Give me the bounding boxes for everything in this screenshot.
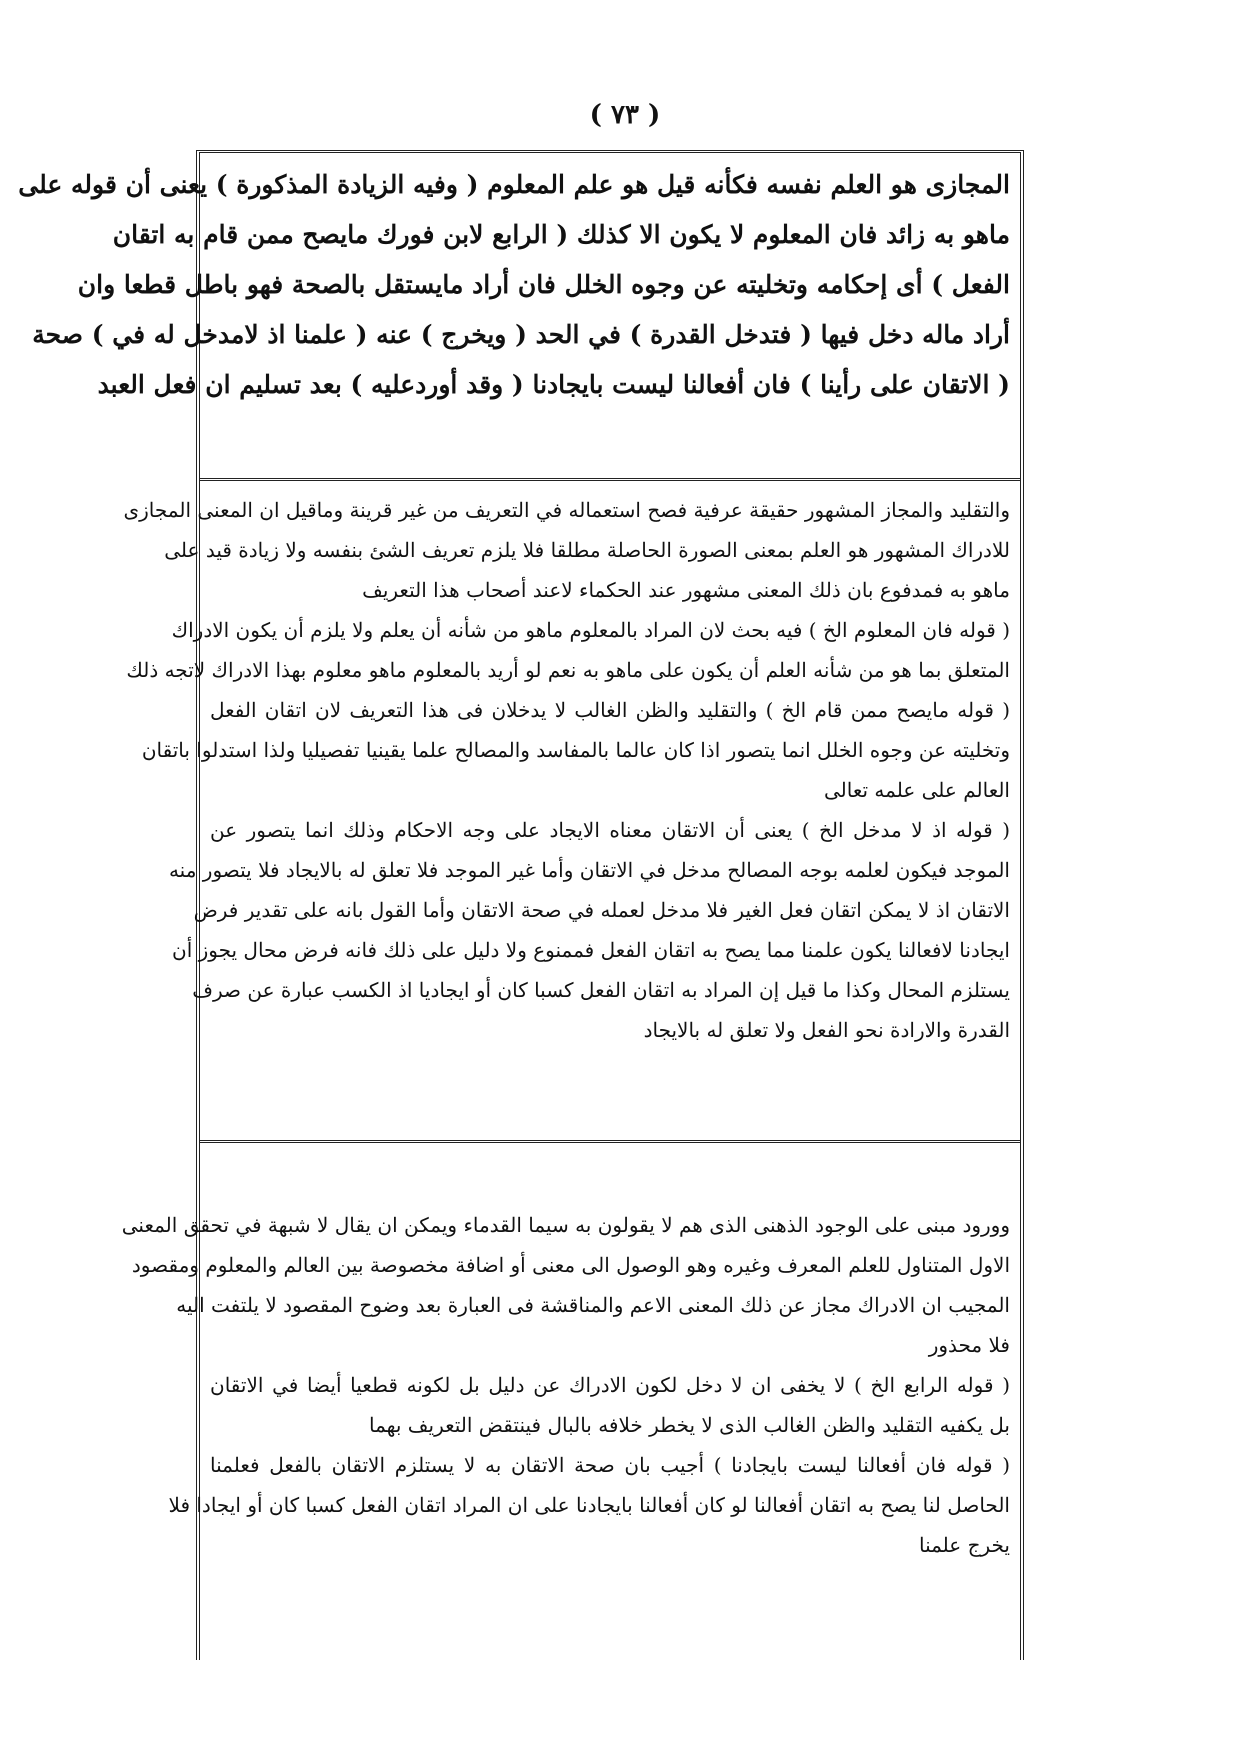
sharh-line: ايجادنا لافعالنا يكون علمنا مما يصح به اتقان الفعل فممنوع ولا دليل على ذلك فانه فرض محال يجوز أن <box>172 938 1010 962</box>
matn-line: ماهو به زائد فان المعلوم لا يكون الا كذلك ( الرابع لابن فورك مايصح ممن قام به اتقان <box>112 220 1010 249</box>
matn-line: ( الاتقان على رأينا ) فان أفعالنا ليست بايجادنا ( وقد أوردعليه ) بعد تسليم ان فعل العبد <box>97 370 1010 399</box>
sharh-line: الموجد فيكون لعلمه بوجه المصالح مدخل في الاتقان وأما غير الموجد فلا تعلق له بالايجاد فلا يتصور منه <box>168 858 1010 882</box>
sharh-line: يستلزم المحال وكذا ما قيل إن المراد به اتقان الفعل كسبا كان أو ايجاديا اذ الكسب عبارة عن صرف <box>192 978 1010 1002</box>
sharh-line: الاتقان اذ لا يمكن اتقان فعل الغير فلا مدخل لعمله في صحة الاتقان وأما القول بانه على تقدير فرض <box>193 898 1010 922</box>
matn-line: المجازى هو العلم نفسه فكأنه قيل هو علم المعلوم ( وفيه الزيادة المذكورة ) يعنى أن قوله على <box>18 170 1010 199</box>
sharh-line: ماهو به فمدفوع بان ذلك المعنى مشهور عند الحكماء لاعند أصحاب هذا التعريف <box>362 578 1010 602</box>
hashiya-line: الاول المتناول للعلم المعرف وغيره وهو الوصول الى معنى أو اضافة مخصوصة بين العالم والمعلوم ومقصود <box>131 1253 1010 1277</box>
section-divider <box>200 1140 1020 1143</box>
sharh-line: ( قوله اذ لا مدخل الخ ) يعنى أن الاتقان معناه الايجاد على وجه الاحكام وذلك انما يتصور عن <box>210 818 1010 842</box>
sharh-line: العالم على علمه تعالى <box>823 778 1010 802</box>
section-divider <box>200 478 1020 481</box>
sharh-line: القدرة والارادة نحو الفعل ولا تعلق له بالايجاد <box>643 1018 1010 1042</box>
sharh-line: ( قوله فان المعلوم الخ ) فيه بحث لان المراد بالمعلوم ماهو من شأنه أن يعلم ولا يلزم أن يكون الادراك <box>171 618 1010 642</box>
hashiya-text-block <box>121 1205 1010 1565</box>
sharh-line: للادراك المشهور هو العلم بمعنى الصورة الحاصلة مطلقا فلا يلزم تعريف الشئ بنفسه ولا زيادة قيد على <box>164 538 1010 562</box>
hashiya-line: الحاصل لنا يصح به اتقان أفعالنا لو كان أفعالنا بايجادنا على ان المراد اتقان الفعل كسبا كان أو ايجادا فلا <box>168 1493 1010 1517</box>
sharh-line: المتعلق بما هو من شأنه العلم أن يكون على ماهو به نعم لو أريد بالمعلوم ماهو معلوم بهذا الادراك لاتجه ذلك <box>126 658 1010 682</box>
sharh-line: والتقليد والمجاز المشهور حقيقة عرفية فصح استعماله في التعريف من غير قرينة وماقيل ان المعنى المجازى <box>123 498 1010 522</box>
sharh-text-block <box>123 490 1010 1050</box>
sharh-line: وتخليته عن وجوه الخلل انما يتصور اذا كان عالما بالمفاسد والمصالح علما يقينيا تفصيليا ولذا استدلوا باتقان <box>141 738 1010 762</box>
hashiya-line: المجيب ان الادراك مجاز عن ذلك المعنى الاعم والمناقشة فى العبارة بعد وضوح المقصود لا يلتفت اليه <box>176 1293 1010 1317</box>
hashiya-line: ( قوله الرابع الخ ) لا يخفى ان لا دخل لكون الادراك عن دليل بل لكونه قطعيا أيضا في الاتقان <box>210 1373 1010 1397</box>
hashiya-line: يخرج علمنا <box>918 1533 1010 1557</box>
matn-text-block <box>18 160 1010 410</box>
hashiya-line: ( قوله فان أفعالنا ليست بايجادنا ) أجيب بان صحة الاتقان به لا يستلزم الاتقان بالفعل فعلمنا <box>210 1453 1010 1477</box>
hashiya-line: وورود مبنى على الوجود الذهنى الذى هم لا يقولون به سيما القدماء ويمكن ان يقال لا شبهة في تحقق المعنى <box>121 1213 1010 1237</box>
hashiya-line: بل يكفيه التقليد والظن الغالب الذى لا يخطر خلافه بالبال فينتقض التعريف بهما <box>369 1413 1010 1437</box>
matn-line: أراد ماله دخل فيها ( فتدخل القدرة ) في الحد ( ويخرج ) عنه ( علمنا اذ لامدخل له في ) صحة <box>32 320 1010 349</box>
sharh-line: ( قوله مايصح ممن قام الخ ) والتقليد والظن الغالب لا يدخلان فى هذا التعريف لان اتقان الفعل <box>210 698 1010 722</box>
page-number: ( ٧٣ ) <box>589 100 661 130</box>
hashiya-line: فلا محذور <box>928 1333 1010 1357</box>
matn-line: الفعل ) أى إحكامه وتخليته عن وجوه الخلل فان أراد مايستقل بالصحة فهو باطل قطعا وان <box>77 270 1010 299</box>
